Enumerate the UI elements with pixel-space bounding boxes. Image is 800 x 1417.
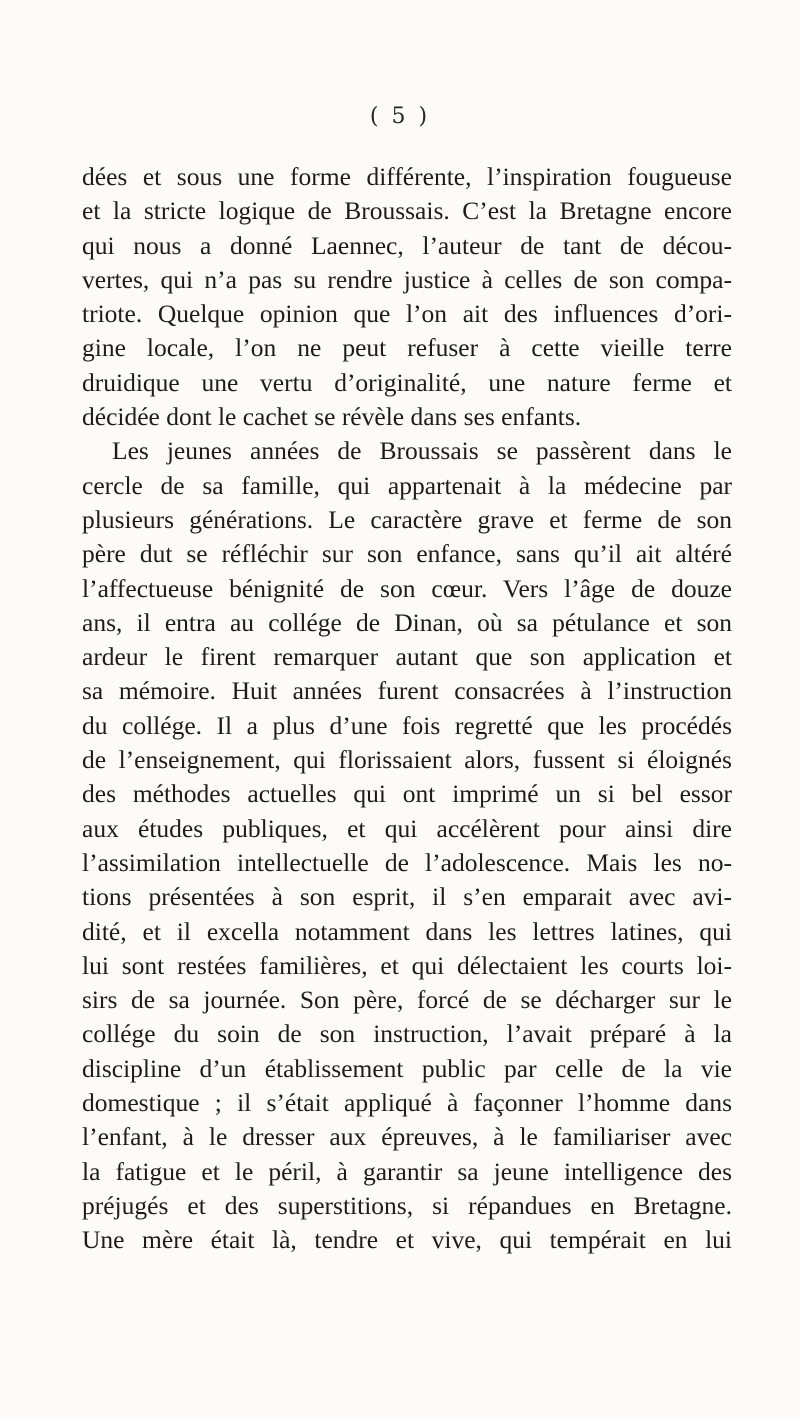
text-line: l’assimilation intellectuelle de l’adolescence. Mais les no-	[82, 847, 732, 877]
text-line: collége du soin de son instruction, l’avait préparé à la	[82, 1019, 732, 1049]
text-line: cercle de sa famille, qui appartenait à la médecine par	[82, 470, 732, 500]
text-line: tions présentées à son esprit, il s’en emparait avec avi-	[82, 882, 732, 912]
text-line: et la stricte logique de Broussais. C’est la Bretagne encore	[82, 196, 732, 226]
text-line: aux études publiques, et qui accélèrent pour ainsi dire	[82, 813, 732, 843]
text-line: ardeur le firent remarquer autant que son application et	[82, 642, 732, 672]
text-line: Une mère était là, tendre et vive, qui tempérait en lui	[82, 1225, 732, 1255]
text-line: triote. Quelque opinion que l’on ait des influences d’ori-	[82, 299, 732, 329]
page-number: ( 5 )	[369, 104, 431, 129]
text-line: discipline d’un établissement public par celle de la vie	[82, 1053, 732, 1083]
text-line: domestique ; il s’était appliqué à façonner l’homme dans	[82, 1088, 732, 1118]
text-line: sa mémoire. Huit années furent consacrées à l’instruction	[82, 676, 732, 706]
text-line: lui sont restées familières, et qui délectaient les courts loi-	[82, 950, 732, 980]
text-line: de l’enseignement, qui florissaient alors, fussent si éloignés	[82, 745, 732, 775]
text-line: qui nous a donné Laennec, l’auteur de tant de décou-	[82, 230, 732, 260]
text-line: l’affectueuse bénignité de son cœur. Vers l’âge de douze	[82, 573, 732, 603]
text-line: gine locale, l’on ne peut refuser à cette vieille terre	[82, 333, 732, 363]
text-line: dité, et il excella notamment dans les lettres latines, qui	[82, 916, 732, 946]
text-line: père dut se réfléchir sur son enfance, sans qu’il ait altéré	[82, 539, 732, 569]
text-line: dées et sous une forme différente, l’inspiration fougueuse	[82, 162, 732, 191]
text-line: la fatigue et le péril, à garantir sa jeune intelligence des	[82, 1156, 732, 1186]
text-line: ans, il entra au collége de Dinan, où sa pétulance et son	[82, 607, 732, 637]
text-line: sirs de sa journée. Son père, forcé de se décharger sur le	[82, 985, 732, 1015]
text-line: vertes, qui n’a pas su rendre justice à celles de son compa-	[82, 264, 732, 294]
text-line: des méthodes actuelles qui ont imprimé un si bel essor	[82, 779, 732, 809]
text-line: druidique une vertu d’originalité, une nature ferme et	[82, 367, 732, 397]
text-line: plusieurs générations. Le caractère grave et ferme de son	[82, 504, 732, 534]
text-line: décidée dont le cachet se révèle dans ses enfants.	[82, 402, 582, 432]
paragraph-start-line: Les jeunes années de Broussais se passèrent dans le	[112, 436, 732, 466]
body-text	[82, 160, 732, 1258]
text-line: préjugés et des superstitions, si répandues en Bretagne.	[82, 1190, 732, 1220]
text-line: l’enfant, à le dresser aux épreuves, à le familiariser avec	[82, 1122, 732, 1152]
text-line: du collége. Il a plus d’une fois regretté que les procédés	[82, 710, 732, 740]
